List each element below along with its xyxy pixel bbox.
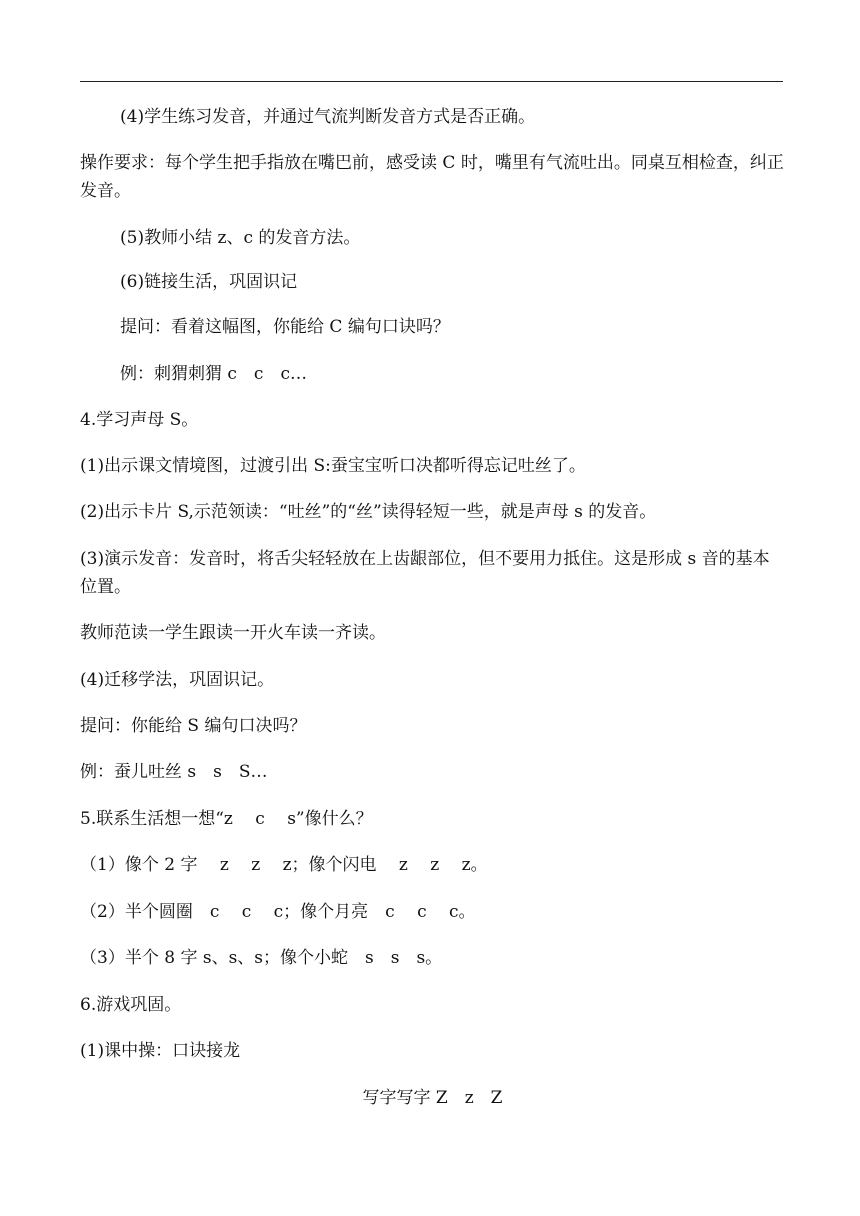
game-step-1: (1)课中操：口诀接龙 (80, 1041, 241, 1061)
header-rule (80, 81, 783, 82)
s-step-4: (4)迁移学法，巩固识记。 (80, 670, 275, 690)
question-s-rhyme: 提问：你能给 S 编句口决吗？ (80, 716, 307, 736)
section-6-heading: 6.游戏巩固。 (80, 995, 182, 1015)
shape-z: （1）像个 2 字 z z z；像个闪电 z z z。 (80, 855, 488, 875)
step-5-summary: (5)教师小结 z、c 的发音方法。 (120, 228, 361, 248)
operation-requirement: 操作要求：每个学生把手指放在嘴巴前，感受读 C 时，嘴里有气流吐出。同桌互相检查，纠正发音。 (80, 153, 784, 201)
s-step-3: (3)演示发音：发音时，将舌尖轻轻放在上齿龈部位，但不要用力抵住。这是形成 s 音的基本位置。 (80, 549, 770, 597)
s-step-1: (1)出示课文情境图，过渡引出 S:蚕宝宝听口决都听得忘记吐丝了。 (80, 456, 586, 476)
shape-s: （3）半个 8 字 s、s、s；像个小蛇 s s s。 (80, 948, 443, 968)
example-s-rhyme: 例：蚕儿吐丝 s s S… (80, 762, 268, 782)
s-step-2: (2)出示卡片 S,示范领读：“吐丝”的“丝”读得轻短一些，就是声母 s 的发音。 (80, 502, 657, 522)
rhyme-centered: 写字写字 Z z Z (362, 1088, 503, 1108)
shape-c: （2）半个圆圈 c c c；像个月亮 c c c。 (80, 902, 476, 922)
section-5-heading: 5.联系生活想一想“z c s”像什么？ (80, 809, 373, 829)
question-c-rhyme: 提问：看着这幅图，你能给 C 编句口诀吗？ (120, 317, 450, 337)
teacher-reading: 教师范读一学生跟读一开火车读一齐读。 (80, 623, 386, 643)
example-c-rhyme: 例：刺猬刺猬 c c c… (120, 364, 307, 384)
section-4-heading: 4.学习声母 S。 (80, 410, 199, 430)
step-6-link-life: (6)链接生活，巩固识记 (120, 272, 298, 292)
step-4-practice: (4)学生练习发音，并通过气流判断发音方式是否正确。 (120, 107, 536, 127)
